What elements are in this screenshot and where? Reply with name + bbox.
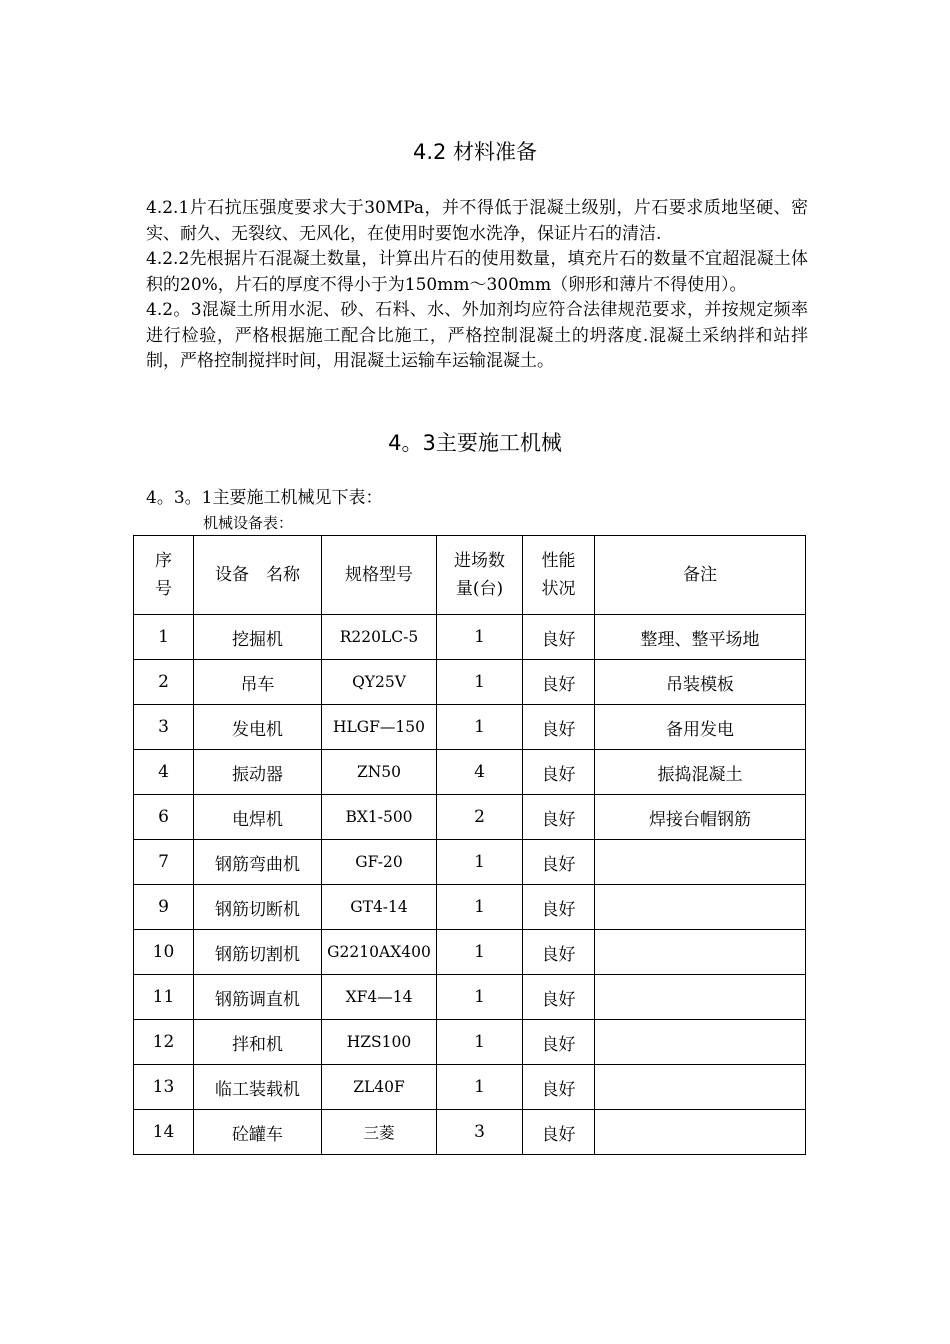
- table-row: [134, 930, 806, 975]
- cell-note: [595, 1020, 806, 1065]
- cell-status: 良好: [523, 840, 595, 885]
- cell-status: 良好: [523, 750, 595, 795]
- section-heading-4-3: 4。3主要施工机械: [388, 431, 562, 455]
- header-qty: 进场数 量(台): [437, 536, 523, 615]
- cell-seq: 14: [134, 1110, 194, 1155]
- header-spec: 规格型号: [322, 536, 437, 615]
- cell-status: 良好: [523, 975, 595, 1020]
- header-status: 性能 状况: [523, 536, 595, 615]
- table-header-row: [134, 536, 806, 615]
- cell-status: 良好: [523, 1110, 595, 1155]
- cell-qty: 3: [437, 1110, 523, 1155]
- cell-qty: 1: [437, 885, 523, 930]
- header-name: 设备 名称: [194, 536, 322, 615]
- cell-spec: XF4—14: [322, 975, 437, 1020]
- cell-status: 良好: [523, 1020, 595, 1065]
- cell-note: [595, 930, 806, 975]
- cell-name: 挖掘机: [194, 615, 322, 660]
- table-row: [134, 705, 806, 750]
- table-body: [134, 615, 806, 1155]
- cell-qty: 1: [437, 660, 523, 705]
- cell-name: 发电机: [194, 705, 322, 750]
- table-caption: 机械设备表：: [203, 514, 294, 532]
- cell-seq: 13: [134, 1065, 194, 1110]
- cell-seq: 3: [134, 705, 194, 750]
- cell-name: 砼罐车: [194, 1110, 322, 1155]
- cell-spec: ZN50: [322, 750, 437, 795]
- table-row: [134, 750, 806, 795]
- cell-seq: 1: [134, 615, 194, 660]
- cell-name: 临工装载机: [194, 1065, 322, 1110]
- cell-status: 良好: [523, 1065, 595, 1110]
- cell-note: [595, 1065, 806, 1110]
- cell-note: 备用发电: [595, 705, 806, 750]
- cell-status: 良好: [523, 930, 595, 975]
- cell-spec: QY25V: [322, 660, 437, 705]
- table-row: [134, 660, 806, 705]
- table-row: [134, 1020, 806, 1065]
- cell-spec: HLGF—150: [322, 705, 437, 750]
- table-row: [134, 615, 806, 660]
- cell-note: [595, 840, 806, 885]
- cell-name: 钢筋切断机: [194, 885, 322, 930]
- cell-qty: 1: [437, 1020, 523, 1065]
- cell-seq: 10: [134, 930, 194, 975]
- cell-qty: 1: [437, 840, 523, 885]
- cell-name: 吊车: [194, 660, 322, 705]
- cell-spec: HZS100: [322, 1020, 437, 1065]
- cell-note: [595, 885, 806, 930]
- cell-qty: 1: [437, 1065, 523, 1110]
- section-4-3-intro: 4。3。1主要施工机械见下表：: [146, 488, 383, 508]
- paragraph-4-2-2: 4.2.2先根据片石混凝土数量，计算出片石的使用数量，填充片石的数量不宜超混凝土体积的20%，片石的厚度不得小于为150mm～300mm（卵形和薄片不得使用）。: [146, 249, 808, 295]
- cell-name: 电焊机: [194, 795, 322, 840]
- cell-qty: 1: [437, 705, 523, 750]
- paragraph-4-2-1: 4.2.1片石抗压强度要求大于30MPa，并不得低于混凝土级别，片石要求质地坚硬、密实、耐久、无裂纹、无风化，在使用时要饱水洗净，保证片石的清洁.: [146, 198, 808, 244]
- cell-note: [595, 975, 806, 1020]
- cell-spec: R220LC-5: [322, 615, 437, 660]
- section-4-2-body: [146, 196, 808, 375]
- cell-name: 钢筋调直机: [194, 975, 322, 1020]
- equipment-table: [133, 535, 806, 1155]
- cell-seq: 12: [134, 1020, 194, 1065]
- cell-seq: 6: [134, 795, 194, 840]
- cell-spec: G2210AX400: [322, 930, 437, 975]
- table-row: [134, 795, 806, 840]
- cell-seq: 2: [134, 660, 194, 705]
- section-heading-4-2: 4.2 材料准备: [412, 140, 538, 164]
- cell-note: 振捣混凝土: [595, 750, 806, 795]
- cell-seq: 11: [134, 975, 194, 1020]
- table-row: [134, 975, 806, 1020]
- cell-status: 良好: [523, 660, 595, 705]
- cell-seq: 9: [134, 885, 194, 930]
- cell-qty: 1: [437, 930, 523, 975]
- cell-qty: 4: [437, 750, 523, 795]
- cell-spec: ZL40F: [322, 1065, 437, 1110]
- cell-status: 良好: [523, 615, 595, 660]
- cell-note: 焊接台帽钢筋: [595, 795, 806, 840]
- cell-qty: 2: [437, 795, 523, 840]
- cell-status: 良好: [523, 795, 595, 840]
- cell-name: 钢筋切割机: [194, 930, 322, 975]
- header-note: 备注: [595, 536, 806, 615]
- cell-seq: 4: [134, 750, 194, 795]
- cell-qty: 1: [437, 975, 523, 1020]
- cell-name: 拌和机: [194, 1020, 322, 1065]
- table-row: [134, 885, 806, 930]
- cell-name: 钢筋弯曲机: [194, 840, 322, 885]
- cell-qty: 1: [437, 615, 523, 660]
- cell-name: 振动器: [194, 750, 322, 795]
- cell-spec: GF-20: [322, 840, 437, 885]
- table-row: [134, 1065, 806, 1110]
- cell-seq: 7: [134, 840, 194, 885]
- cell-note: 吊装模板: [595, 660, 806, 705]
- cell-spec: BX1-500: [322, 795, 437, 840]
- cell-status: 良好: [523, 885, 595, 930]
- cell-spec: GT4-14: [322, 885, 437, 930]
- table-row: [134, 1110, 806, 1155]
- cell-status: 良好: [523, 705, 595, 750]
- cell-note: [595, 1110, 806, 1155]
- table-row: [134, 840, 806, 885]
- cell-spec: 三菱: [322, 1110, 437, 1155]
- cell-note: 整理、整平场地: [595, 615, 806, 660]
- paragraph-4-2-3: 4.2。3混凝土所用水泥、砂、石料、水、外加剂均应符合法律规范要求，并按规定频率进行检验，严格根据施工配合比施工，严格控制混凝土的坍落度.混凝土采纳拌和站拌制，严格控制搅拌时间，用混凝土运输车运输混凝土。: [146, 300, 808, 371]
- header-seq: 序 号: [134, 536, 194, 615]
